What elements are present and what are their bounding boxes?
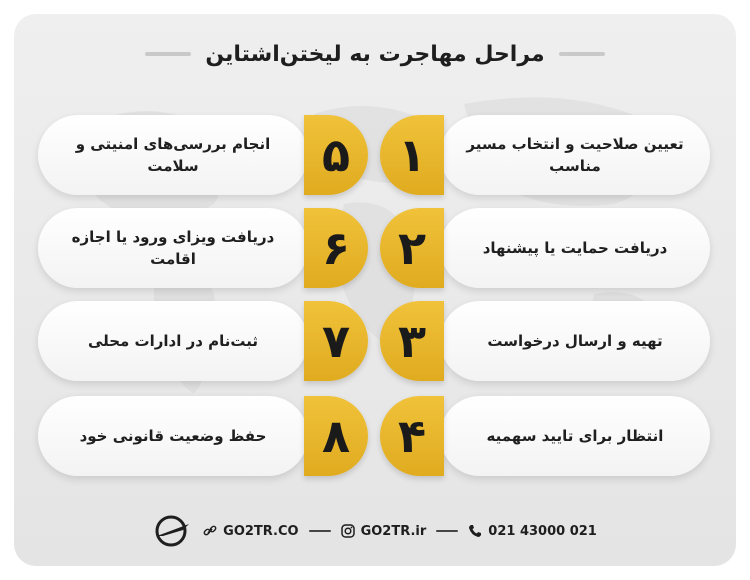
step-8-pill: [38, 396, 308, 476]
step-4-text: انتظار برای تایید سهمیه: [486, 427, 664, 445]
step-7-number: ۷: [321, 314, 351, 368]
title-bar: [14, 36, 736, 72]
phone-icon: [468, 524, 482, 538]
phone-link[interactable]: [468, 524, 597, 539]
phone-text: 021 43000 021: [488, 523, 597, 539]
step-1-number: ۱: [397, 128, 427, 182]
step-3-number: ۳: [397, 314, 427, 368]
world-map-background: [14, 14, 736, 566]
instagram-icon: [341, 524, 355, 538]
instagram-text: GO2TR.ir: [360, 523, 427, 539]
step-2-badge: [380, 208, 444, 288]
step-2-pill: [440, 208, 710, 288]
step-6-pill: [38, 208, 308, 288]
infographic-card: [14, 14, 736, 566]
step-3: [380, 301, 710, 381]
step-2-number: ۲: [397, 221, 427, 275]
website-link[interactable]: [203, 524, 298, 539]
page-title: مراحل مهاجرت به لیختن‌اشتاین: [205, 41, 545, 67]
footer-separator-2: [436, 530, 458, 532]
step-7-text: ثبت‌نام در ادارات محلی: [87, 332, 259, 350]
step-1: [380, 115, 710, 195]
step-6-badge: [304, 208, 368, 288]
step-7: [38, 301, 368, 381]
step-1-text: تعیین صلاحیت و انتخاب مسیر مناسب: [466, 135, 684, 175]
step-5: [38, 115, 368, 195]
step-5-badge: [304, 115, 368, 195]
logo-icon: [153, 514, 193, 548]
step-8-number: ۸: [321, 409, 351, 463]
step-4-pill: [440, 396, 710, 476]
step-4-badge: [380, 396, 444, 476]
step-6: [38, 208, 368, 288]
title-divider-right: [559, 52, 605, 56]
step-2-text: دریافت حمایت یا پیشنهاد: [482, 239, 668, 257]
step-8-badge: [304, 396, 368, 476]
step-5-number: ۵: [321, 128, 351, 182]
link-icon: [203, 524, 217, 538]
step-3-text: تهیه و ارسال درخواست: [487, 332, 663, 350]
step-4-number: ۴: [397, 409, 427, 463]
step-7-badge: [304, 301, 368, 381]
footer: [14, 514, 736, 548]
step-3-badge: [380, 301, 444, 381]
step-5-pill: [38, 115, 308, 195]
website-text: GO2TR.CO: [223, 523, 299, 539]
step-7-pill: [38, 301, 308, 381]
step-1-pill: [440, 115, 710, 195]
step-6-text: دریافت ویزای ورود یا اجازه اقامت: [71, 228, 275, 268]
step-8-text: حفظ وضعیت قانونی خود: [79, 427, 267, 445]
title-divider-left: [145, 52, 191, 56]
step-5-text: انجام بررسی‌های امنیتی و سلامت: [75, 135, 271, 175]
step-4: [380, 396, 710, 476]
step-2: [380, 208, 710, 288]
footer-separator-1: [309, 530, 331, 532]
instagram-link[interactable]: [341, 524, 427, 539]
step-6-number: ۶: [321, 221, 351, 275]
step-8: [38, 396, 368, 476]
step-3-pill: [440, 301, 710, 381]
step-1-badge: [380, 115, 444, 195]
